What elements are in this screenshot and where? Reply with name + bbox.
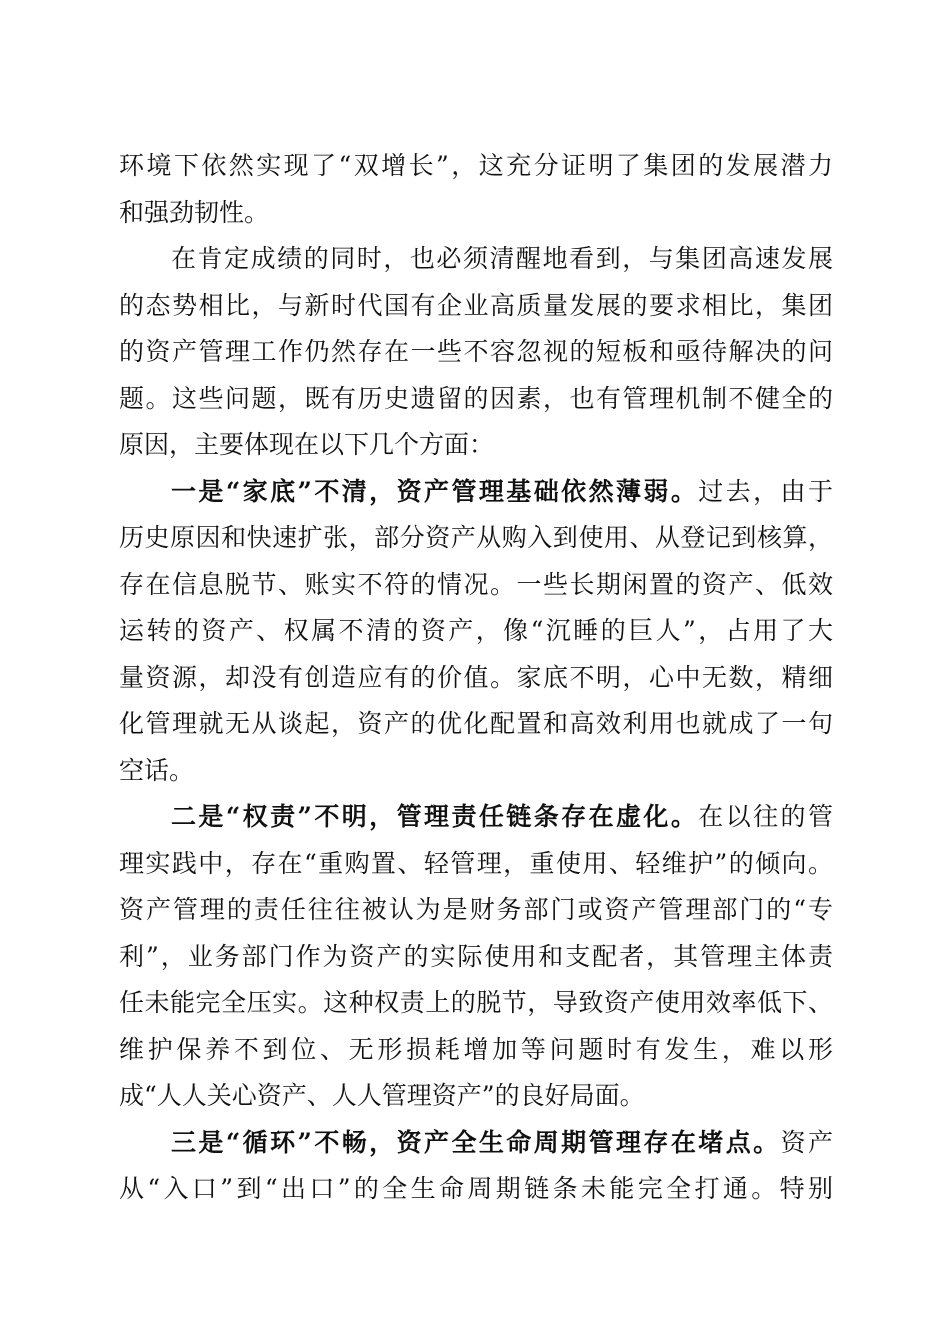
text-line xyxy=(119,283,833,330)
text-line xyxy=(119,1166,833,1213)
text-segment: 的态势相比，与新时代国有企业高质量发展的要求相比，集团 xyxy=(119,290,833,320)
text-line xyxy=(119,190,833,237)
text-segment: 运转的资产、权属不清的资产，像“沉睡的巨人”，占用了大 xyxy=(119,616,833,645)
text-segment: 在肯定成绩的同时，也必须清醒地看到，与集团高速发展 xyxy=(171,244,833,273)
text-line xyxy=(119,1027,833,1074)
paragraph-point-two xyxy=(119,794,833,1120)
text-segment: 成“人人关心资产、人人管理资产”的良好局面。 xyxy=(119,1081,645,1110)
paragraph-achievement-conclusion xyxy=(119,143,833,236)
text-line xyxy=(119,934,833,981)
text-line xyxy=(119,701,833,748)
text-segment: 存在信息脱节、账实不符的情况。一些长期闲置的资产、低效 xyxy=(119,569,833,599)
text-line xyxy=(119,1073,833,1120)
text-line xyxy=(119,469,833,516)
point-heading: 三是“循环”不畅，资产全生命周期管理存在堵点。 xyxy=(171,1127,781,1157)
text-line xyxy=(119,236,833,283)
text-segment: 环境下依然实现了“双增长”，这充分证明了集团的发展潜力 xyxy=(119,151,833,180)
document-page xyxy=(119,143,833,1213)
text-line xyxy=(119,655,833,702)
text-line xyxy=(119,841,833,888)
text-segment: 在以往的管 xyxy=(698,802,833,831)
text-segment: 题。这些问题，既有历史遗留的因素，也有管理机制不健全的 xyxy=(119,383,833,413)
text-line xyxy=(119,887,833,934)
paragraph-point-three xyxy=(119,1120,833,1213)
text-segment: 的资产管理工作仍然存在一些不容忽视的短板和亟待解决的问 xyxy=(119,337,833,366)
text-line xyxy=(119,143,833,190)
text-segment: 维护保养不到位、无形损耗增加等问题时有发生，难以形 xyxy=(119,1034,833,1064)
text-line xyxy=(119,329,833,376)
text-segment: 任未能完全压实。这种权责上的脱节，导致资产使用效率低下、 xyxy=(119,988,833,1017)
text-line xyxy=(119,422,833,469)
text-segment: 理实践中，存在“重购置、轻管理，重使用、轻维护”的倾向。 xyxy=(119,848,833,878)
text-line xyxy=(119,515,833,562)
text-segment: 过去，由于 xyxy=(698,476,833,506)
point-heading: 一是“家底”不清，资产管理基础依然薄弱。 xyxy=(171,476,699,506)
text-segment: 和强劲韧性。 xyxy=(119,197,270,227)
text-line xyxy=(119,376,833,423)
text-line xyxy=(119,562,833,609)
text-segment: 量资源，却没有创造应有的价值。家底不明，心中无数，精细 xyxy=(119,662,833,692)
text-segment: 历史原因和快速扩张，部分资产从购入到使用、从登记到核算， xyxy=(119,523,833,552)
text-segment: 空话。 xyxy=(119,755,195,785)
text-segment: 资产管理的责任往往被认为是财务部门或资产管理部门的“专 xyxy=(119,895,833,924)
text-segment: 从“入口”到“出口”的全生命周期链条未能完全打通。特别 xyxy=(119,1174,833,1203)
text-line xyxy=(119,608,833,655)
text-segment: 原因，主要体现在以下几个方面： xyxy=(119,430,495,459)
text-segment: 利”，业务部门作为资产的实际使用和支配者，其管理主体责 xyxy=(119,941,833,971)
text-line xyxy=(119,1120,833,1167)
text-line xyxy=(119,980,833,1027)
text-segment: 化管理就无从谈起，资产的优化配置和高效利用也就成了一句 xyxy=(119,709,833,738)
text-line xyxy=(119,748,833,795)
text-segment: 资产 xyxy=(780,1127,833,1157)
point-heading: 二是“权责”不明，管理责任链条存在虚化。 xyxy=(171,802,699,831)
text-line xyxy=(119,794,833,841)
paragraph-point-one xyxy=(119,469,833,795)
paragraph-problems-intro xyxy=(119,236,833,469)
